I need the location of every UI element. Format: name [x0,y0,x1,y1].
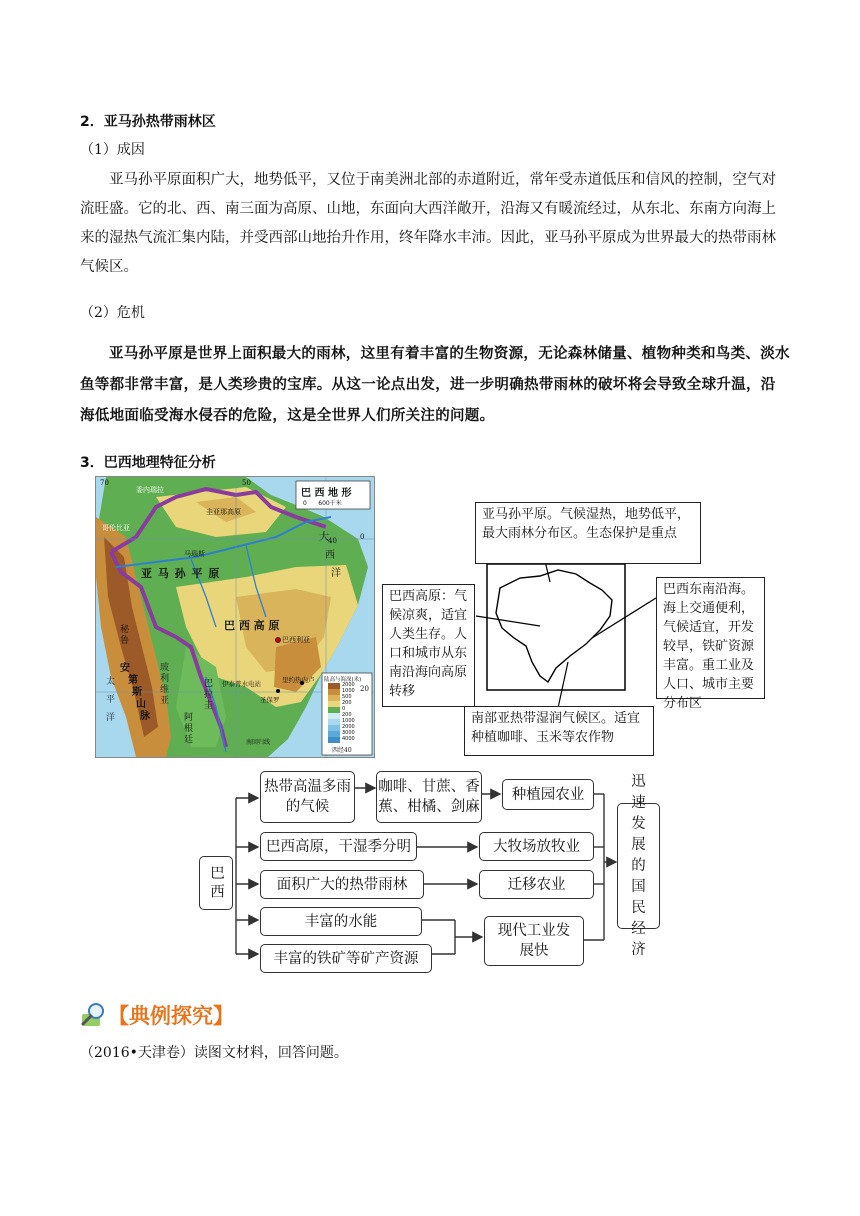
flow-row2-cause: 巴西高原，干湿季分明 [260,832,417,861]
legend-value: 3000 [342,730,355,736]
map-label-brasilia: 巴西利亚 [282,636,310,644]
legend-value: 1000 [342,688,355,694]
legend-value: 500 [342,694,352,700]
map-label-paraguay [204,679,213,712]
example-source: （2016•天津卷）读图文材料，回答问题。 [80,1045,348,1061]
map-label-lon40: 40 [328,537,337,545]
bolivia-char: 玻 [160,663,170,673]
section-3-heading: 3．巴西地理特征分析 [80,455,216,471]
box-south: 南部亚热带湿润气候区。适宜种植咖啡、玉米等农作物 [464,706,654,756]
map-label-bolivia [160,663,169,707]
map-scale: 0 600千米 [303,500,342,507]
flow-root: 巴西 [199,856,233,910]
example-title: 【典例探究】 [108,1004,234,1028]
map-label-west40: 西经40 [332,747,352,754]
pacific-char: 平 [106,695,116,705]
atlantic-char: 西 [325,550,335,561]
legend-value: 4000 [342,736,355,742]
paraguay-char: 圭 [204,701,214,711]
box-amazon: 亚马孙平原。气候湿热，地势低平，最大雨林分布区。生态保护是重点 [475,502,701,564]
map-label-amazon: 亚 马 孙 平 原 [141,567,221,580]
atlantic-char: 大 [319,532,329,543]
andes-char: 山 [136,699,146,710]
pacific-char: 洋 [106,713,116,723]
map-label-itaipu: 伊泰普水电站 [222,680,261,688]
map-label-colombia: 哥伦比亚 [102,524,130,532]
bolivia-char: 利 [160,674,170,684]
map-label-argentina [184,713,193,746]
map-label-lon50: 50 [242,479,251,487]
flow-row1-cause: 热带高温多雨的气候 [260,771,355,823]
argentina-char: 廷 [184,735,194,745]
map-label-cape: 南回归线 [246,739,271,746]
flow-row3-result: 迁移农业 [479,870,594,899]
atlantic-char: 洋 [331,568,341,579]
brazil-terrain-map [95,476,375,758]
flow-row1-result: 种植园农业 [502,779,594,810]
map-label-peru [120,625,129,647]
map-label-rio: 里约热内卢 [282,676,315,684]
map-legend-values [342,682,355,742]
flow-industry-result: 现代工业发展快 [484,916,584,966]
bolivia-char: 维 [160,685,170,695]
pacific-char: 太 [106,677,116,687]
flow-row2-result: 大牧场放牧业 [479,832,594,861]
section-2-sub2: （2）危机 [80,305,145,321]
section-2-para1: 亚马孙平原面积广大，地势低平，又位于南美洲北部的赤道附近，常年受赤道低压和信风的控制，空气对流旺盛。它的北、西、南三面为高原、山地，东面向大西洋敞开，沿海又有暖流经过，从东北、东南方向海上来的湿热气流汇集内陆，并受西部山地抬升作用，终年降水丰沛。因此，亚马孙平原成为世界最大的热带雨林气候区。 [80,172,776,275]
map-label-guiana: 圭亚那高原 [206,508,241,516]
map-label-venezuela: 委内瑞拉 [136,486,164,494]
paraguay-char: 拉 [204,690,214,700]
flow-final-result: 迅速发展的国民经济 [617,803,660,929]
bolivia-char: 亚 [160,696,170,706]
map-label-saopaulo: 圣保罗 [260,696,280,704]
legend-value: 2000 [342,682,355,688]
andes-char: 安 [120,663,130,674]
section-2-heading: 2．亚马孙热带雨林区 [80,114,216,130]
peru-char: 鲁 [120,636,130,646]
map-label-pacific [106,673,115,727]
flow-row3-cause: 面积广大的热带雨林 [260,870,424,899]
flow-row5-cause: 丰富的铁矿等矿产资源 [260,944,432,973]
legend-value: 1000 [342,718,355,724]
section-2-sub1: （1）成因 [80,142,145,158]
andes-char: 脉 [140,711,150,722]
map-label-lat20: 20 [360,685,369,693]
map-label-andes [120,663,150,723]
legend-value: 200 [342,700,352,706]
flow-row4-cause: 丰富的水能 [260,907,422,936]
paraguay-char: 巴 [204,679,214,689]
andes-char: 第 [128,675,138,686]
map-label-manaus: 马瑙斯 [184,550,205,558]
map-label-lat0: 0 [360,533,365,541]
legend-value: 200 [342,712,352,718]
legend-value: 2000 [342,724,355,730]
section-2-para2: 亚马孙平原是世界上面积最大的雨林，这里有着丰富的生物资源，无论森林储量、植物种类和鸟类、淡水鱼等都非常丰富，是人类珍贵的宝库。从这一论点出发，进一步明确热带雨林的破坏将会导致全球升温，沿海低地面临受海水侵吞的危险，这是全世界人们所关注的问题。 [80,345,790,424]
box-coast: 巴西东南沿海。海上交通便利，气候适宜，开发较早，铁矿资源丰富。重工业及人口、城市主要分布区 [656,577,765,699]
box-plateau: 巴西高原：气候凉爽，适宜人类生存。人口和城市从东南沿海向高原转移 [382,584,475,707]
legend-value: 0 [342,706,346,712]
peru-char: 秘 [120,625,130,635]
flow-row1-crops: 咖啡、甘蔗、香蕉、柑橘、剑麻 [376,771,482,823]
argentina-char: 阿 [184,713,194,723]
map-title: 巴 西 地 形 [301,488,352,499]
argentina-char: 根 [184,724,194,734]
andes-char: 斯 [132,687,142,698]
map-legend-title: 陆高与海深(米) [324,677,362,683]
map-label-plateau: 巴 西 高 原 [224,619,280,632]
magnifier-icon [79,1000,109,1030]
map-label-lon70: 70 [100,479,109,487]
